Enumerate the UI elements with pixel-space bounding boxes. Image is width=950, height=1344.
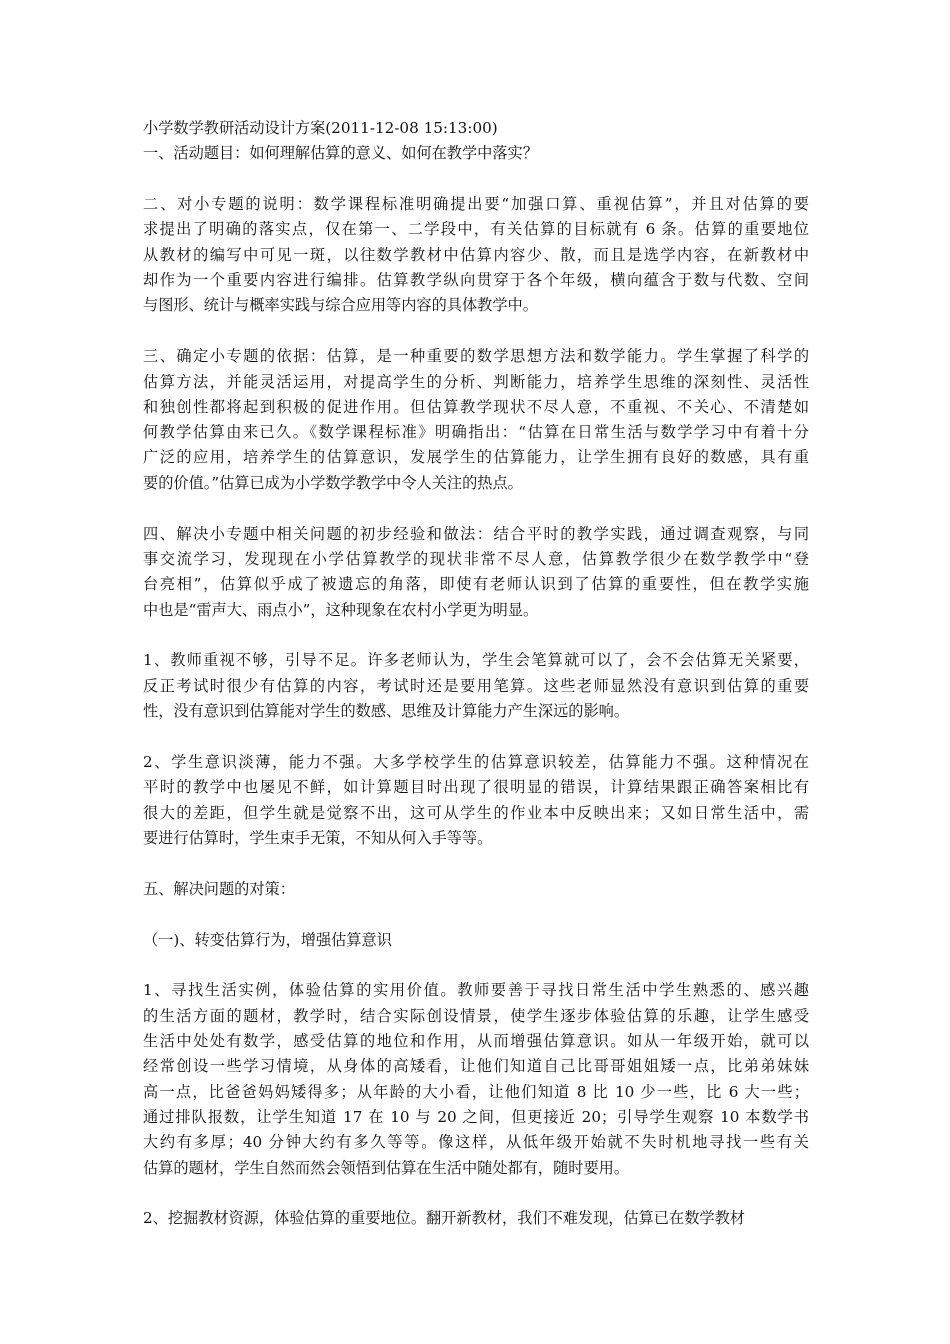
- text-line: 很大的差距，但学生就是觉察不出，这可从学生的作业本中反映出来；又如日常生活中，需: [143, 803, 809, 822]
- text-line: 大约有多厚；40 分钟大约有多久等等。像这样，从低年级开始就不失时机地寻找一些有关: [143, 1133, 809, 1152]
- text-line: 广泛的应用，培养学生的估算意识，发展学生的估算能力，让学生拥有良好的数感，具有重: [143, 448, 809, 467]
- text-line: 与图形、统计与概率实践与综合应用等内容的具体教学中。: [143, 296, 538, 315]
- text-line: 1、教师重视不够，引导不足。许多老师认为，学生会笔算就可以了，会不会估算无关紧要，: [143, 651, 809, 670]
- paragraph: [143, 1206, 809, 1231]
- text-line: 反正考试时很少有估算的内容，考试时还是要用笔算。这些老师显然没有意识到估算的重要: [143, 676, 809, 695]
- text-line: 中也是“雷声大、雨点小”，这种现象在农村小学更为明显。: [143, 600, 539, 619]
- document-page: [143, 116, 809, 1232]
- text-line: 却作为一个重要内容进行编排。估算教学纵向贯穿于各个年级，横向蕴含于数与代数、空间: [143, 271, 809, 290]
- text-line: 通过排队报数，让学生知道 17 在 10 与 20 之间，但更接近 20；引导学生观察 10 本数学书: [143, 1107, 809, 1126]
- text-line: 平时的教学中也屡见不鲜，如计算题目时出现了很明显的错误，计算结果跟正确答案相比有: [143, 778, 809, 797]
- paragraph: [143, 750, 809, 851]
- paragraph-gap: [143, 496, 809, 522]
- text-line: 事交流学习，发现现在小学估算教学的现状非常不尽人意，估算教学很少在数学教学中“登: [143, 549, 809, 568]
- text-line: 五、解决问题的对策：: [143, 879, 295, 898]
- text-line: 和独创性都将起到积极的促进作用。但估算教学现状不尽人意，不重视、不关心、不清楚如: [143, 397, 809, 416]
- text-line: 要的价值。”估算已成为小学数学教学中令人关注的热点。: [143, 473, 523, 492]
- text-line: 要进行估算时，学生束手无策，不知从何入手等等。: [143, 828, 493, 847]
- text-line: 四、解决小专题中相关问题的初步经验和做法：结合平时的教学实践，通过调查观察，与同: [143, 524, 809, 543]
- paragraph: [143, 522, 809, 623]
- text-line: 估算方法，并能灵活运用，对提高学生的分析、判断能力，培养学生思维的深刻性、灵活性: [143, 372, 809, 391]
- text-line: 生活中处处有数学，感受估算的地位和作用，从而增强估算意识。如从一年级开始，就可以: [143, 1032, 809, 1051]
- activity-topic: 一、活动题目：如何理解估算的意义、如何在教学中落实？: [143, 144, 538, 163]
- paragraph: [143, 928, 809, 953]
- paragraph: [143, 648, 809, 724]
- paragraph-gap: [143, 953, 809, 979]
- paragraph-gap: [143, 1181, 809, 1207]
- text-line: （一)、转变估算行为，增强估算意识: [143, 930, 392, 949]
- text-line: 从教材的编写中可见一斑，以往数学教材中估算内容少、散，而且是选学内容，在新教材中: [143, 245, 809, 264]
- paragraph-gap: [143, 724, 809, 750]
- paragraph: [143, 192, 809, 318]
- paragraph-gap: [143, 623, 809, 649]
- paragraph-gap: [143, 167, 809, 193]
- paragraph-gap: [143, 319, 809, 345]
- text-line: 经常创设一些学习情境，从身体的高矮看，让他们知道自己比哥哥姐姐矮一点，比弟弟妹妹: [143, 1057, 809, 1076]
- text-line: 1、寻找生活实例，体验估算的实用价值。教师要善于寻找日常生活中学生熟悉的、感兴趣: [143, 981, 809, 1000]
- text-line: 何教学估算由来已久。《数学课程标准》明确指出：“估算在日常生活与数学学习中有着十分: [143, 423, 809, 442]
- text-line: 性，没有意识到估算能对学生的数感、思维及计算能力产生深远的影响。: [143, 702, 629, 721]
- text-line: 二、对小专题的说明：数学课程标准明确提出要“加强口算、重视估算”，并且对估算的要: [143, 195, 809, 214]
- text-line: 2、挖掘教材资源，体验估算的重要地位。翻开新教材，我们不难发现，估算已在数学教材: [143, 1209, 745, 1228]
- document-body: [143, 167, 809, 1232]
- text-line: 估算的题材，学生自然而然会领悟到估算在生活中随处都有，随时要用。: [143, 1158, 629, 1177]
- paragraph: [143, 344, 809, 496]
- text-line: 三、确定小专题的依据：估算，是一种重要的数学思想方法和数学能力。学生掌握了科学的: [143, 347, 809, 366]
- paragraph: [143, 877, 809, 902]
- paragraph-gap: [143, 851, 809, 877]
- paragraph: [143, 978, 809, 1180]
- text-line: 高一点，比爸爸妈妈矮得多；从年龄的大小看，让他们知道 8 比 10 少一些，比 6 大一些；: [143, 1082, 809, 1101]
- text-line: 2、学生意识淡薄，能力不强。大多学校学生的估算意识较差，估算能力不强。这种情况在: [143, 752, 809, 771]
- text-line: 台亮相”，估算似乎成了被遗忘的角落，即使有老师认识到了估算的重要性，但在教学实施: [143, 575, 809, 594]
- text-line: 求提出了明确的落实点，仅在第一、二学段中，有关估算的目标就有 6 条。估算的重要地位: [143, 220, 809, 239]
- document-title: 小学数学教研活动设计方案(2011-12-08 15:13:00): [143, 119, 498, 137]
- paragraph-gap: [143, 902, 809, 928]
- text-line: 的生活方面的题材，教学时，结合实际创设情景，使学生逐步体验估算的乐趣，让学生感受: [143, 1006, 809, 1025]
